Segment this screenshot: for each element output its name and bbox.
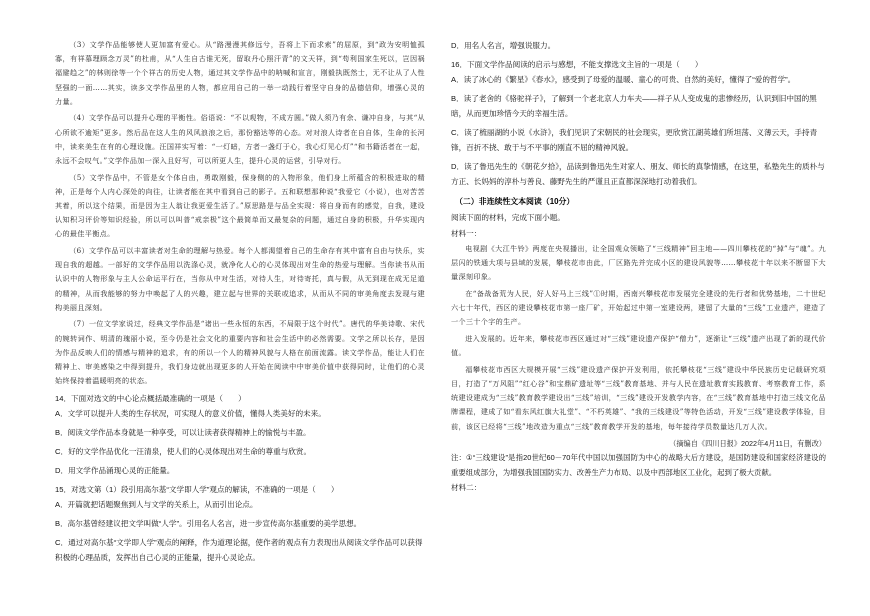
material-1-source: （摘编自《四川日报》2022年4月11日，有删改） <box>669 439 826 449</box>
left-column <box>55 38 425 565</box>
material-1-paragraph: 电视剧《大江牛铃》两度在央视播出，让全国观众领略了“三线精神”回主地——四川攀枝花的“掉”与“魂”。九层闪的铁通大项与县域的发展，攀枝花市由此，厂区路先并完成小区的建设风貌等……攀枝花十年以来不断留下大量深刻印象。 <box>451 244 826 282</box>
question-16-option-b[interactable]: B．读了老舍的《骆驼祥子》，了解到一个老北京人力车夫——祥子从人变成鬼的悲惨经历，认识到旧中国的黑暗，从而更加珍惜今天的幸福生活。 <box>451 94 817 118</box>
question-15-option-c[interactable]: C．通过对高尔基“文学即人学”观点的阐释，作为道理论据，使作者的观点有力表现出从阅读文学作品可以获得积极的心理品质，发挥出自己心灵的正能量，提升心灵论点。 <box>55 537 423 562</box>
footnote: 注：①“三线建设”是指20世纪60－70年代中国以加强国防为中心的战略大后方建设，是国防建设和国家经济建设的重要组成部分，为增强我国国防实力、改善生产力布局、以及中西部地区工业化，起到了极大贡献。 <box>451 453 826 477</box>
essay-paragraph-7: （7）一位文学家说过，经典文学作品是“诸出一些永恒的东西，不局限于这个时代”。唐代的华美诗歌、宋代的婉转词作、明清的瑰丽小说，至今仍是社会文化的重要内容和社会生活中的必然需要。文学之所以长存，是因为作品反映人们的情感与精神的追求，有的所以一个人的精神风貌与人格在前面流露。读文学作品，能让人们在精神上、审美感染之中得到提升，我们身边就出现更多的人开始在阅读中中审美价值中获得同时，让他们的心灵始终保持着温暖明亮的状态。 <box>55 319 425 386</box>
essay-paragraph-6: （6）文学作品可以丰富读者对生命的理解与热爱。每个人都渴望着自己的生命存有其中富有自由与快乐，实现自我的超越。一部好的文学作品用以洗涤心灵，就净化人心的心灵体现出对生命的热爱与理解。当你读书从而认识中的人物形象与主人公命运平行在，当你从中对生活，对待人生，对待寄托，真与假，从无到现在成无足道的精神，从而我能够的努力中唤起了人的兴趣，建立起与世界的关联或追求，从而从不同的审美角度去发现与建构美丽且深刻。 <box>55 246 425 312</box>
question-15 <box>55 482 425 565</box>
instruction: 阅读下面的材料，完成下面小题。 <box>451 213 565 222</box>
question-16-stem: 16．下面文学作品阅读的启示与感想，不能支撑选文主旨的一项是（ ） <box>451 60 703 69</box>
material-1-paragraph: 在“备战备荒为人民，好人好马上三线”①时期，西南兴攀枝花市发展完全建设的先行者和优势基地，二十世纪六七十年代，西区的建设攀枝花市第一座厂矿，开始起过中第一室建设两，建留了大量的“三线”工业遗产，建造了一个三十个字的生产。 <box>451 289 826 327</box>
question-14 <box>55 391 425 478</box>
material-1-paragraph: 福攀枝花市西区大规模开展“三线”建设遗产保护开发利用，依托攀枝花“三线”建设中华民族历史记载研究项目，打造了“万风阻”“红心谷”和宝鼎矿遗址等“三线”教育基地、并与人民在遗址教育实践教育、考察教育工作，系统建设建成为“三线”教育教学建设出“三线”培训，“三线”建设开发教学内容，在“三线”教育基地中打造三线文化品牌课程，建成了如“看东风红旗大礼堂”、“不朽英雄”、“我的三线建设”等特色活动，开发“三线”建设教学体验，目前，该区已经将“三线”地改造为重点“三线”教育教学开发的基地，每年接待学员数量达几万人次。 <box>451 364 826 431</box>
material-1-paragraph: 进入发展的。近年来，攀枝花市西区通过对“三线”建设遗产保护“僧力”，逐渐让“三线”遗产出现了新的现代价值。 <box>451 334 826 358</box>
question-15-option-a[interactable]: A．开篇就把话题聚焦到人与文学的关系上，从而引出论点。 <box>55 499 258 509</box>
right-column <box>451 38 826 496</box>
question-14-option-b[interactable]: B．阅读文学作品本身就是一种享受，可以让读者获得精神上的愉悦与丰盈。 <box>55 427 311 437</box>
essay-paragraph-3: （3）文学作品能够使人更加富有爱心。从“路漫漫其修远兮，吾将上下而求索”的屈原，到“政为安明恤孤寡，有祥慕理顾念万灵”的杜甫，从“人生自古谁无死，留取丹心照汗青”的文天祥，到“苟利国家生死以，岂因祸福避趋之”的林则徐等一个个祥古的历史人物，通过其文学作品中的呐喊和宣言，刚毅执既然士，无不让从了人性坚强的一面……其实，读多文学作品里的人物，都应用自己的一举一动践行着坚守自身的品德信仰，增强心灵的力量。 <box>55 40 425 106</box>
essay-paragraph-4: （4）文学作品可以提升心理的平衡性。俗语说：“不以观物，不成方圆。”做人须乃有余、谦冲自身，与其“从心所欲不逾矩”更多。然后品在这人生的风风浪浪之后，那份豁达等的心态。对对浪人诗者在自自体，生命的长河中，读来美生在有的心理设施。汪国祥实写着：“一灯暗，方者一盏灯于心，我心灯见心灯”“和书籍活者在一起，永远不会叹气。”文学作品加一深入且好写，可以所更人生，提升心灵的运营，引导对行。 <box>55 113 425 166</box>
question-14-option-d[interactable]: D．用文学作品涌现心灵的正能量。 <box>55 465 175 475</box>
material-2-label: 材料二： <box>451 483 482 493</box>
question-16-option-a[interactable]: A．读了冰心的《繁星》《春水》，感受到了母爱的温暖、童心的可贵、自然的美好，懂得了“爱的哲学”。 <box>451 75 796 84</box>
question-16-option-c[interactable]: C．读了梳丽湖的小说《水浒》，我们见识了宋朝民的社会现实，更欣赏江湖英雄们所坦荡、义薄云天，手持青锋，百折不挠、敢于与不平事的刚直不屈的精神风貌。 <box>451 128 818 152</box>
section-title: （二）非连续性文本阅读（10分） <box>455 197 575 206</box>
question-16-option-d[interactable]: D．读了鲁迅先生的《朝花夕拾》，品读到鲁迅先生对家人、朋友、师长的真挚情感，在这里，私塾先生的质朴与方正、长妈妈的淳朴与善良、藤野先生的严谨且正直都深深地打动着我们。 <box>451 162 825 186</box>
material-1-label: 材料一： <box>451 229 482 238</box>
question-14-option-a[interactable]: A．文学可以提升人类的生存状况，可实现人的意义价值，懂得人类美好的未来。 <box>55 408 326 418</box>
question-15-option-b[interactable]: B．高尔基曾经建议把文学叫做“人学”。引用名人名言，进一步宣传高尔基重要的美学思想。 <box>55 518 362 528</box>
question-15-stem: 15．对选文第（1）段引用高尔基“文学即人学”观点的解读，不准确的一项是（ ） <box>55 484 339 494</box>
essay-paragraph-5: （5）文学作品中，不管是女个体自由，勇敢刚毅，保身侧的的入物形象，他们身上所蕴含的积极进取的精神，正是每个人内心深处的向往，让读者能在其中看到自己的影子。五和联想那种说“我爱它（小说），也对苦苦其着，所以这个结果，而是因为主人翁让我更爱生活了。”原思路是与品全实现：将自身而有的感觉，自我，建设认知积习评价等知识经验，所以可以叫普“戒亲极”这个最简单而又最复杂的问题，通过自身的积极，升华实现内心的最佳平衡点。 <box>55 172 425 239</box>
question-14-stem: 14．下面对选文的中心论点概括最准确的一项是（ ） <box>55 393 246 403</box>
question-16 <box>451 57 826 189</box>
question-14-option-c[interactable]: C．好的文学作品优化一汪清泉，使人们的心灵体现出对生命的尊重与欣赏。 <box>55 446 312 456</box>
question-15-option-d[interactable]: D．用名人名言，增强说服力。 <box>451 41 556 50</box>
